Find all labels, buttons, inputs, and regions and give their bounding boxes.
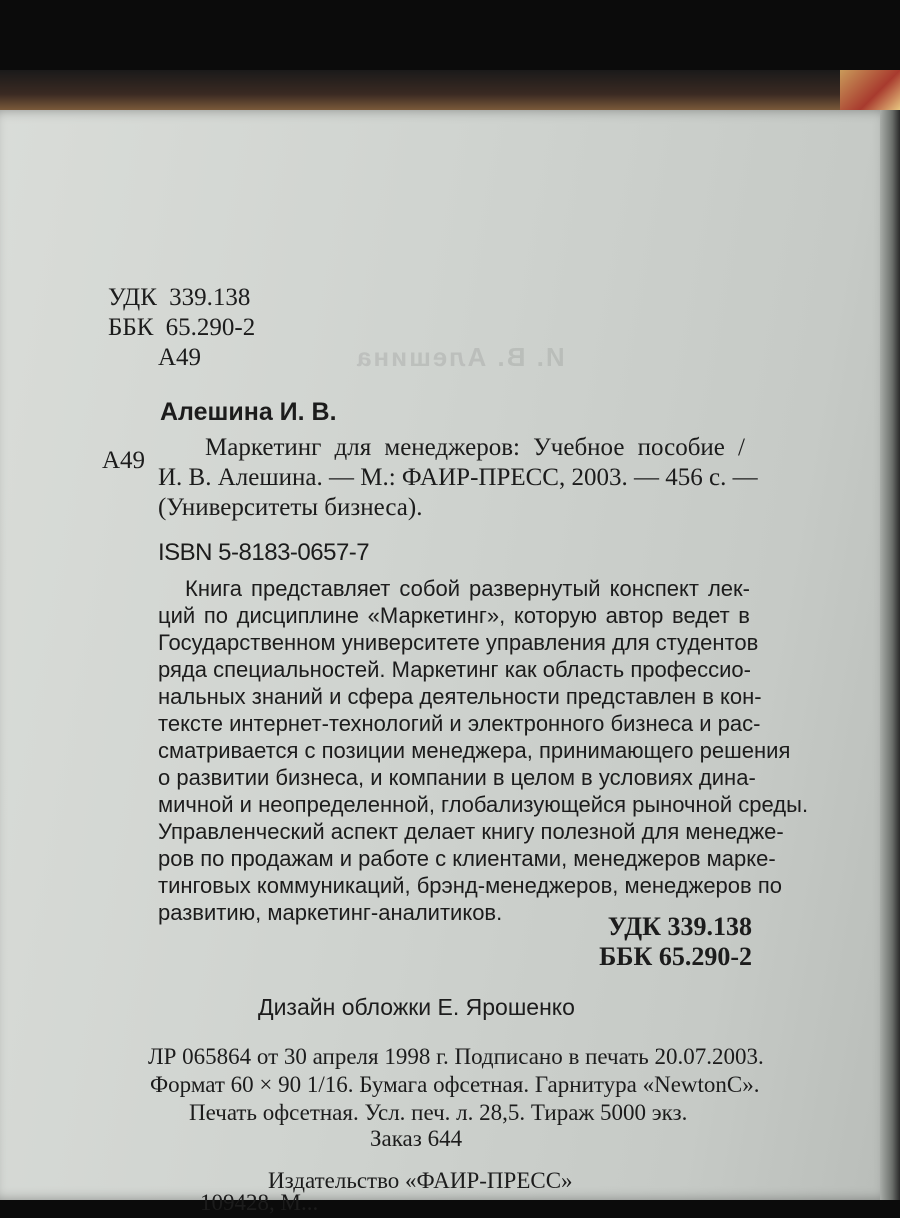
- udk-label: УДК: [108, 284, 157, 311]
- annotation-line: Государственном университете управления для студентов: [158, 630, 759, 655]
- classification-udk: УДК 339.138: [607, 912, 752, 941]
- udk-code: [108, 283, 250, 313]
- annotation-line: ряда специальностей. Маркетинг как область профессио-: [158, 657, 751, 682]
- publisher-address: 109428, М...: [200, 1190, 319, 1215]
- annotation-line: Книга представляет собой развернутый конспект лек-: [185, 576, 750, 601]
- page-edge: [880, 110, 900, 1200]
- cover-corner: [840, 70, 900, 110]
- annotation-line: развитию, маркетинг-аналитиков.: [158, 900, 503, 925]
- bbk-code: [108, 313, 255, 343]
- imprint-line: Печать офсетная. Усл. печ. л. 28,5. Тираж 5000 экз.: [189, 1100, 688, 1125]
- annotation-line: Управленческий аспект делает книгу полезной для менедже-: [158, 819, 784, 844]
- entry-line-2: И. В. Алешина. — М.: ФАИР-ПРЕСС, 2003. — 456 с. —: [158, 464, 758, 491]
- entry-mark: А49: [102, 447, 146, 474]
- bbk-label: ББК: [108, 314, 154, 341]
- annotation-line: тинговых коммуникаций, брэнд-менеджеров, менеджеров по: [158, 873, 782, 898]
- annotation-line: мичной и неопределенной, глобализующейся рыночной среды.: [158, 792, 809, 817]
- annotation-line: ций по дисциплине «Маркетинг», которую автор ведет в: [158, 603, 750, 628]
- isbn: ISBN 5-8183-0657-7: [158, 539, 370, 566]
- publisher-name: Издательство «ФАИР-ПРЕСС»: [268, 1168, 573, 1193]
- udk-value: 339.138: [169, 284, 251, 311]
- show-through-text: И. В. Алешина: [355, 342, 565, 372]
- book-cover-edge: [0, 70, 900, 110]
- author-name: Алешина И. В.: [160, 398, 337, 426]
- annotation-line: тексте интернет-технологий и электронного бизнеса и рас-: [158, 711, 761, 736]
- author-mark: А49: [158, 344, 202, 371]
- annotation-line: о развитии бизнеса, и компании в целом в условиях дина-: [158, 765, 756, 790]
- classification-bbk: ББК 65.290-2: [599, 942, 752, 971]
- annotation-line: нальных знаний и сфера деятельности представлен в кон-: [158, 684, 762, 709]
- entry-line-3: (Университеты бизнеса).: [158, 494, 423, 521]
- bbk-value: 65.290-2: [165, 314, 256, 341]
- entry-line-1: Маркетинг для менеджеров: Учебное пособие /: [205, 434, 745, 461]
- imprint-line: Формат 60 × 90 1/16. Бумага офсетная. Гарнитура «NewtonC».: [150, 1072, 760, 1097]
- annotation-line: ров по продажам и работе с клиентами, менеджеров марке-: [158, 846, 776, 871]
- imprint-line: Заказ 644: [370, 1126, 463, 1151]
- cover-design-credit: Дизайн обложки Е. Ярошенко: [258, 994, 575, 1020]
- annotation-line: сматривается с позиции менеджера, принимающего решения: [158, 738, 791, 763]
- imprint-line: ЛР 065864 от 30 апреля 1998 г. Подписано в печать 20.07.2003.: [148, 1044, 764, 1069]
